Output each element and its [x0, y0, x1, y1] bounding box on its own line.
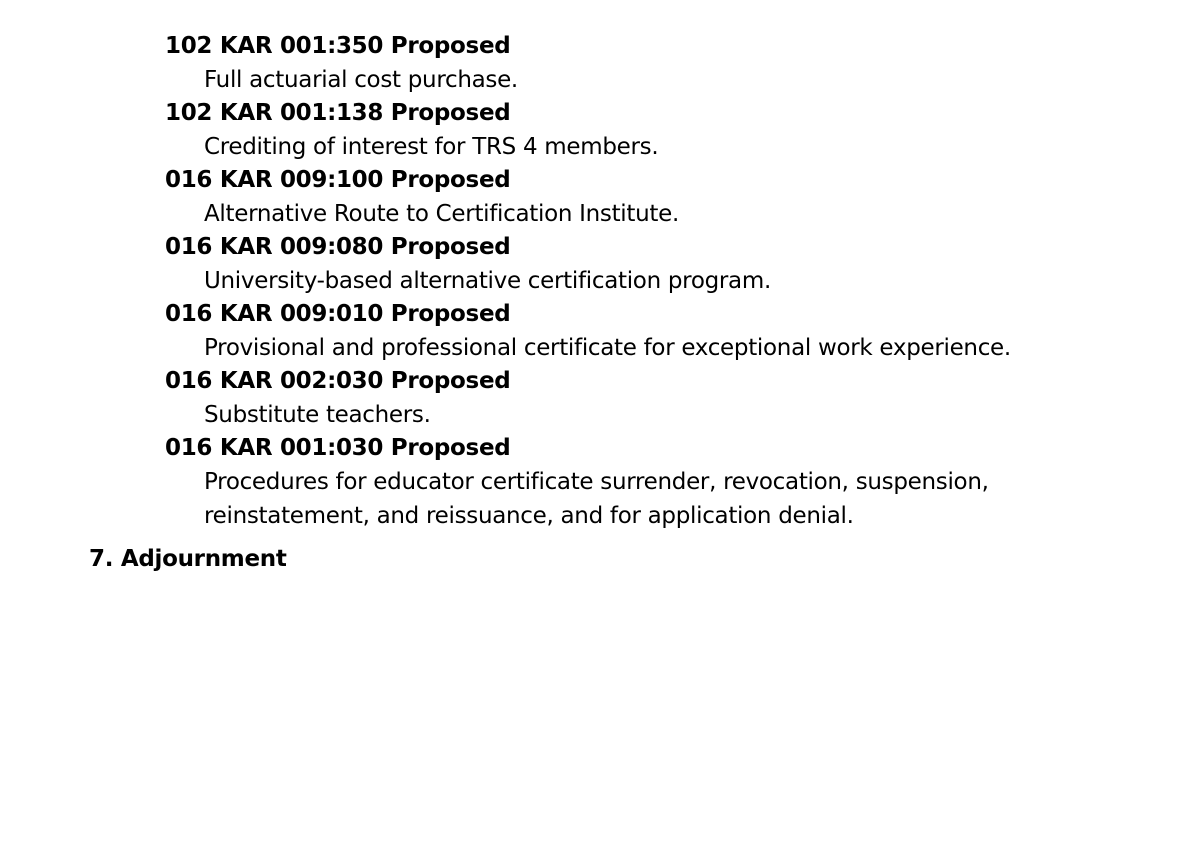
regulation-title: 102 KAR 001:138 Proposed — [165, 100, 511, 126]
regulation-title: 102 KAR 001:350 Proposed — [165, 33, 511, 59]
regulation-item — [165, 164, 1065, 231]
regulation-item — [165, 30, 1065, 97]
regulation-title: 016 KAR 009:080 Proposed — [165, 234, 511, 260]
regulation-description: University-based alternative certification program. — [204, 268, 771, 294]
regulation-title: 016 KAR 002:030 Proposed — [165, 368, 511, 394]
regulation-title: 016 KAR 009:100 Proposed — [165, 167, 511, 193]
regulation-description: Alternative Route to Certification Institute. — [204, 201, 679, 227]
regulation-item — [165, 97, 1065, 164]
regulation-title: 016 KAR 009:010 Proposed — [165, 301, 511, 327]
regulation-item — [165, 298, 1065, 365]
regulation-item — [165, 432, 1065, 533]
regulation-description: Substitute teachers. — [204, 402, 431, 428]
regulation-description: Full actuarial cost purchase. — [204, 67, 518, 93]
regulation-description: Procedures for educator certificate surrender, revocation, suspension, reinstatement, and reissuance, and for application denial. — [204, 469, 989, 529]
regulation-title: 016 KAR 001:030 Proposed — [165, 435, 511, 461]
regulation-item — [165, 365, 1065, 432]
regulation-item — [165, 231, 1065, 298]
regulation-description: Provisional and professional certificate for exceptional work experience. — [204, 335, 1011, 361]
agenda-item-adjournment: 7. Adjournment — [89, 546, 287, 572]
regulation-list — [165, 30, 1065, 533]
regulation-description: Crediting of interest for TRS 4 members. — [204, 134, 659, 160]
